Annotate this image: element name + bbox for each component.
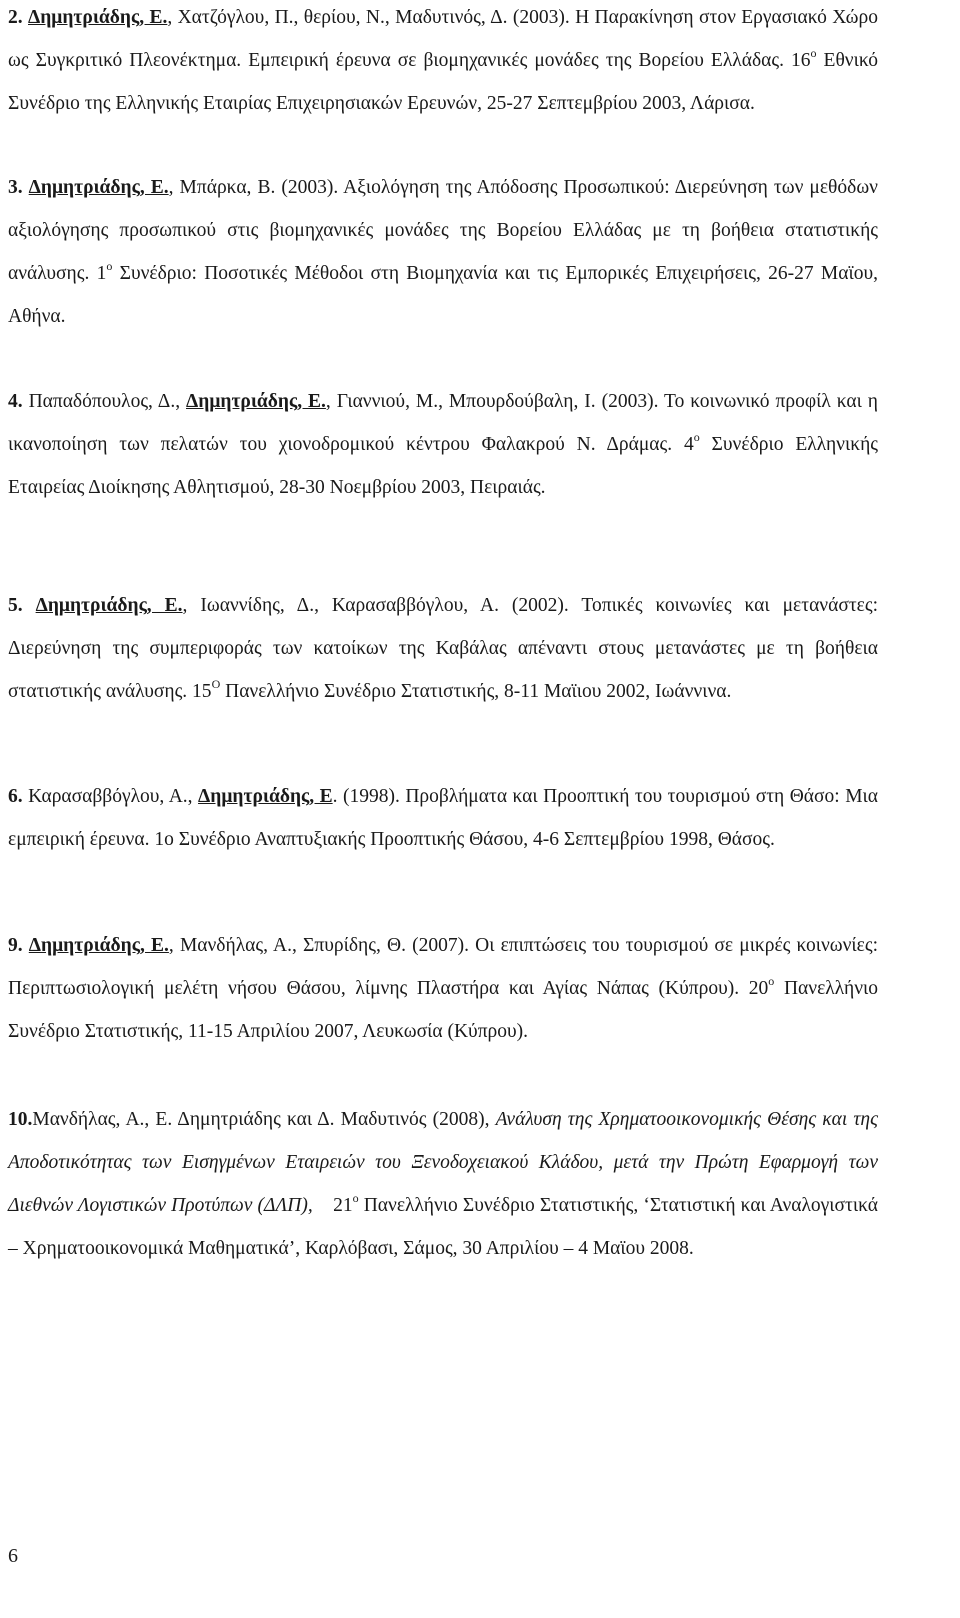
reference-9	[8, 924, 878, 1053]
superscript: Ο	[211, 676, 221, 691]
reference-tail: Συνέδριο Ελληνικής Εταιρείας Διοίκησης Αθλητισμού, 28-30 Νοεμβρίου 2003, Πειραιάς.	[8, 434, 878, 498]
reference-tail: Πανελλήνιο Συνέδριο Στατιστικής, ‘Στατιστική και Αναλογιστικά – Χρηματοοικονομικά Μαθηματικά’, Καρλόβασι, Σάμος, 30 Απριλίου – 4 Μαϊου 2008.	[8, 1195, 879, 1259]
bold-author: Δημητριάδης, Ε.	[35, 595, 183, 616]
reference-6	[8, 775, 878, 861]
reference-text: , Μπάρκα, Β. (2003). Αξιολόγηση της Απόδοσης Προσωπικού: Διερεύνηση των μεθόδων αξιολόγησης προσωπικού στις βιομηχανικές μονάδες της Βορείου Ελλάδας με τη βοήθεια στατιστικής ανάλυσης. 1	[8, 177, 878, 284]
reference-number: 10.	[8, 1109, 33, 1130]
reference-authors: Μανδήλας, Α., Ε. Δημητριάδης και Δ. Μαδυτινός (2008),	[32, 1109, 496, 1130]
reference-number: 2.	[8, 7, 23, 28]
reference-tail: Εθνικό Συνέδριο της Ελληνικής Εταιρίας Επιχειρησιακών Ερευνών, 25-27 Σεπτεμβρίου 2003, Λάρισα.	[8, 50, 879, 114]
reference-gap: 21	[312, 1195, 353, 1216]
reference-text: . (1998). Προβλήματα και Προοπτική του τουρισμού στη Θάσο: Μια εμπειρική έρευνα. 1ο Συνέδριο Αναπτυξιακής Προοπτικής Θάσου, 4-6 Σεπτεμβρίου 1998, Θάσος.	[8, 786, 878, 850]
reference-number: 9.	[8, 935, 23, 956]
reference-number: 3.	[8, 177, 23, 198]
reference-5	[8, 584, 878, 713]
reference-4	[8, 380, 878, 509]
superscript: ο	[693, 429, 700, 444]
reference-text: , Χατζόγλου, Π., θερίου, Ν., Μαδυτινός, Δ. (2003). Η Παρακίνηση στον Εργασιακό Χώρο ως Συγκριτικό Πλεονέκτημα. Εμπειρική έρευνα σε βιομηχανικές μονάδες της Βορείου Ελλάδας. 16	[8, 7, 879, 71]
reference-number: 6.	[8, 786, 23, 807]
bold-author: Δημητριάδης, Ε.	[28, 7, 168, 28]
reference-number: 5.	[8, 595, 23, 616]
superscript: ο	[106, 258, 113, 273]
reference-3	[8, 166, 878, 338]
reference-italic-title: Ανάλυση της Χρηματοοικονομικής Θέσης και της Αποδοτικότητας των Εισηγμένων Εταιρειών του Ξενοδοχειακού Κλάδου, μετά την Πρώτη Εφαρμογή των Διεθνών Λογιστικών Προτύπων (ΔΛΠ),	[8, 1109, 879, 1216]
reference-tail: Πανελλήνιο Συνέδριο Στατιστικής, 8-11 Μαϊιου 2002, Ιωάννινα.	[220, 681, 732, 702]
reference-text: , Μανδήλας, Α., Σπυρίδης, Θ. (2007). Οι επιπτώσεις του τουρισμού σε μικρές κοινωνίες: Περιπτωσιολογική μελέτη νήσου Θάσου, λίμνης Πλαστήρα και Αγίας Νάπας (Κύπρου). 20	[8, 935, 878, 999]
reference-text: , Γιαννιού, Μ., Μπουρδούβαλη, Ι. (2003). Το κοινωνικό προφίλ και η ικανοποίηση των πελατών του χιονοδρομικού κέντρου Φαλακρού Ν. Δράμας. 4	[8, 391, 878, 455]
reference-pre: Καρασαββόγλου, Α.,	[22, 786, 199, 807]
reference-tail: Συνέδριο: Ποσοτικές Μέθοδοι στη Βιομηχανία και τις Εμπορικές Επιχειρήσεις, 26-27 Μαϊου, Αθήνα.	[8, 263, 878, 327]
bold-author: Δημητριάδης, Ε	[198, 786, 333, 807]
reference-2	[8, 0, 878, 125]
page-number: 6	[8, 1545, 18, 1567]
superscript: ο	[768, 973, 775, 988]
reference-text: , Ιωαννίδης, Δ., Καρασαββόγλου, Α. (2002). Τοπικές κοινωνίες και μετανάστες: Διερεύνηση της συμπεριφοράς των κατοίκων της Καβάλας απέναντι στους μετανάστες με τη βοήθεια στατιστικής ανάλυσης. 15	[8, 595, 878, 702]
reference-number: 4.	[8, 391, 23, 412]
reference-10	[8, 1098, 878, 1270]
superscript: ο	[810, 45, 817, 60]
bold-author: Δημητριάδης, Ε.	[186, 391, 326, 412]
superscript: ο	[352, 1190, 359, 1205]
bold-author: Δημητριάδης, Ε.	[28, 935, 169, 956]
bold-author: Δημητριάδης, Ε.	[28, 177, 169, 198]
reference-pre: Παπαδόπουλος, Δ.,	[22, 391, 187, 412]
reference-tail: Πανελλήνιο Συνέδριο Στατιστικής, 11-15 Απριλίου 2007, Λευκωσία (Κύπρου).	[8, 978, 879, 1042]
